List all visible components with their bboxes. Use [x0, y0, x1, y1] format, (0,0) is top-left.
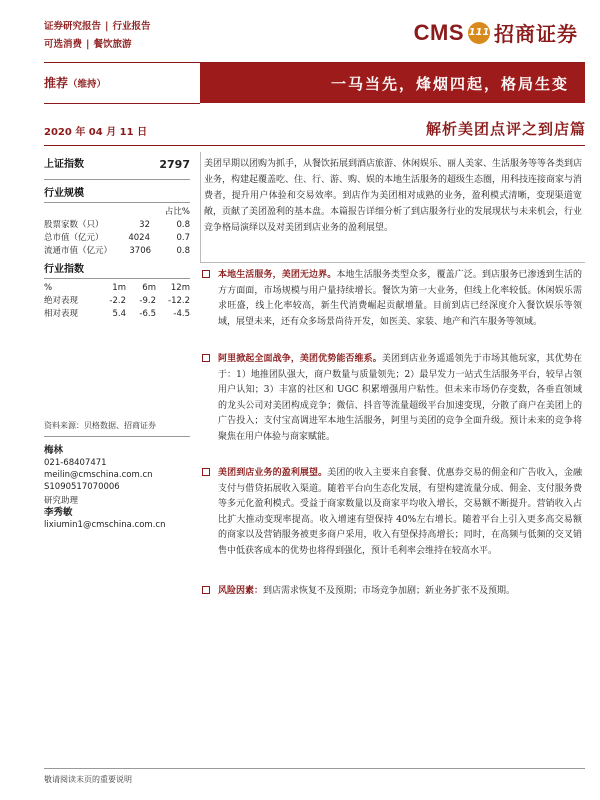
section-body: 美团的收入主要来自套餐、优惠券交易的佣金和广告收入，金融支付与借贷拓展收入渠道。随着平台向生态化发展，有望构建流量分成、佣金、支付服务费等多元化盈利模式。受益于商家数量以及商家平均收入增长，交易额不断提升。营销收入占比扩大推动变现率提高。收入增速有望保持 40%左右增长。随着平台上引入更多高交易额的商家以及营销服务被更多商户采用，收入有望保持高增长；同时，在高频与低频的交叉销售中低获客成本的优势也将得到强化，预计毛利率会维持在较高水平。 — [218, 468, 582, 556]
section-competition — [204, 352, 582, 445]
scale-row: 股票家数（只） 32 0.8 — [44, 220, 190, 230]
scale-share-header: 占比% — [164, 207, 190, 217]
section-risk — [204, 584, 582, 600]
summary-left-border — [200, 152, 201, 262]
analyst2-email[interactable]: lixiumin1@cmschina.com.cn — [44, 520, 166, 530]
section-lead: 美团到店业务的盈利展望。 — [218, 468, 328, 478]
square-bullet-icon — [202, 270, 210, 278]
logo-chinese: 招商证券 — [494, 22, 578, 46]
report-type: 证券研究报告 — [44, 21, 102, 32]
logo-latin: CMS — [413, 19, 464, 45]
section-profit-outlook — [204, 466, 582, 559]
sub-sector: 餐饮旅游 — [93, 39, 132, 50]
analyst1-email[interactable]: meilin@cmschina.com.cn — [44, 470, 153, 480]
analyst1-phone: 021-68407471 — [44, 458, 107, 468]
scale-title: 行业规模 — [44, 188, 84, 199]
index-block — [44, 158, 190, 183]
section-lead: 风险因素： — [218, 586, 264, 596]
analyst2-name: 李秀敏 — [44, 507, 73, 518]
source-divider — [44, 436, 190, 437]
footer-disclaimer: 敬请阅读末页的重要说明 — [44, 775, 132, 784]
company-logo — [414, 18, 578, 47]
report-type-line: 证券研究报告 | 行业报告 — [44, 21, 151, 32]
headline-banner — [200, 63, 585, 103]
performance-block — [44, 260, 190, 321]
square-bullet-icon — [202, 354, 210, 362]
summary-paragraph: 美团早期以团购为抓手，从餐饮拓展到酒店旅游、休闲娱乐、丽人美家、生活服务等等各类到店业务，构建起覆盖吃、住、行、游、购、娱的本地生活服务的超级生态圈，用科技连接商家与消费者，提升用户体验和交易效率。到店作为美团相对成熟的业务，盈利模式清晰，变现渠道宽敞，贡献了美团盈利的基本盘。本篇报告详细分析了到店服务行业的发展现状与未来机会，行业竞争格局演绎以及对美团到店业务的盈利展望。 — [204, 159, 583, 233]
perf-table: % 1m 6m 12m 绝对表现 -2.2 -9.2 -12.2 相对表现 5.4 -6.5 -4.5 — [44, 283, 190, 319]
scale-block — [44, 184, 190, 258]
section-lead: 本地生活服务，美团无边界。 — [218, 270, 337, 280]
report-subtitle: 解析美团点评之到店篇 — [425, 120, 586, 138]
analyst1-cert: S1090517070006 — [44, 482, 120, 492]
section-lead: 阿里掀起全面战争，美团优势能否维系。 — [218, 354, 382, 364]
summary-bottom-border — [200, 262, 585, 263]
square-bullet-icon — [202, 586, 210, 594]
report-date: 2020 年 04 月 11 日 — [44, 127, 148, 138]
analyst-block — [44, 445, 190, 531]
section-body: 到店需求恢复不及预期；市场竞争加剧；新业务扩张不及预期。 — [263, 586, 516, 596]
section-local-services — [204, 268, 582, 330]
chart-source: 资料来源：贝格数据、招商证券 — [44, 421, 156, 430]
logo-badge-icon: 111 — [468, 22, 490, 44]
sector: 可选消费 — [44, 39, 83, 50]
rating-note: （维持） — [68, 79, 107, 90]
index-value: 2797 — [159, 158, 190, 171]
rating — [44, 74, 106, 91]
assistant-title: 研究助理 — [44, 496, 79, 506]
perf-title: 行业指数 — [44, 264, 84, 275]
square-bullet-icon — [202, 468, 210, 476]
scale-row: 总市值（亿元） 4024 0.7 — [44, 233, 190, 243]
analyst1-name: 梅林 — [44, 445, 64, 456]
report-category: 行业报告 — [112, 21, 151, 32]
scale-row: 流通市值（亿元） 3706 0.8 — [44, 246, 190, 256]
sector-line: 可选消费 | 餐饮旅游 — [44, 39, 132, 50]
rating-underline — [44, 103, 200, 104]
section-body: 本地生活服务类型众多，覆盖广泛。到店服务已渗透到生活的方方面面，市场规模与用户量持续增长。餐饮为第一大业务，但线上化率较低。休闲娱乐需求旺盛，线上化率较高，新生代消费崛起贡献增量。目前到店已经深度介入餐饮娱乐等领域，展望未来，还有众多场景尚待开发，如医美、家装、地产和汽车服务等领域。 — [218, 270, 582, 327]
rating-value: 推荐 — [44, 76, 69, 90]
subtitle-divider — [44, 145, 585, 146]
section-body: 美团到店业务遥遥领先于市场其他玩家，其优势在于：1）地推团队强大，商户数量与质量领先；2）最早发力一站式生活服务平台，较早占领用户认知；3）丰富的社区和 UGC 积累增强用户粘性。但未来市场仍存变数，各垂直领域的龙头公司对美团构成竞争；微信、抖音等流量超级平台加速变现，分散了商户在美团上的广告投入；支付宝高调进军本地生活服务，阿里与美团的竞争全面升级。预计未来的竞争将聚焦在用户体验与商家赋能。 — [218, 354, 582, 442]
footer-divider — [44, 768, 585, 769]
headline: 一马当先，烽烟四起，格局生变 — [330, 75, 569, 93]
index-label: 上证指数 — [44, 159, 84, 170]
